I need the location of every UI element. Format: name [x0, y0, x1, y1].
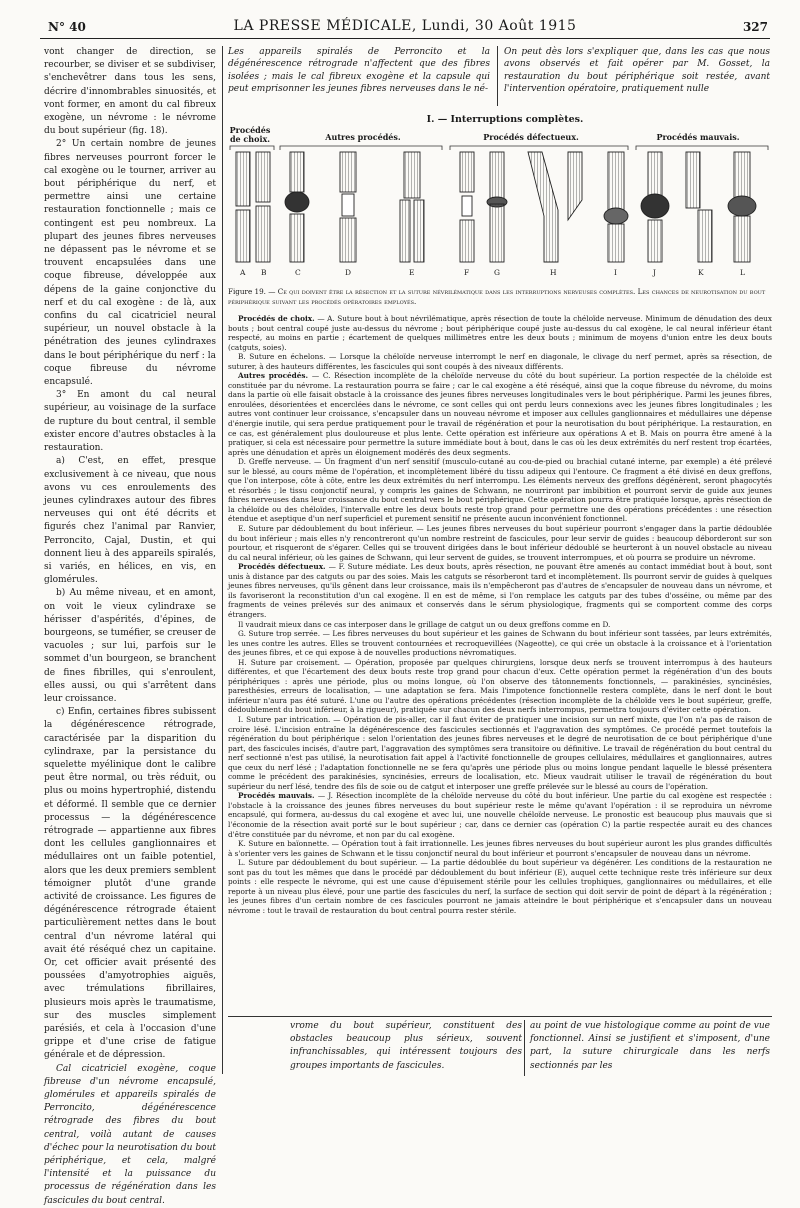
procedure-paragraph: [228, 314, 772, 352]
figure-letter: L: [740, 268, 745, 277]
left-column: [44, 46, 216, 1206]
figure-letter: J: [653, 268, 657, 277]
procedure-paragraph: [228, 457, 772, 524]
procedure-text: K. Suture en baïonnette. — Opération tout à fait irrationnelle. Les jeunes fibres nerveuses du bout supérieur auront les plus grandes difficultés à s'orienter vers les gaines de Schwann et le tissu conjonctif neural du bout inférieur et pourront s'encapsuler de nouveau dans un névrome.: [228, 839, 772, 858]
procedure-lead: Procédés défectueux.: [238, 562, 329, 572]
left-paragraph: a) C'est, en effet, presque exclusivement à ce niveau, que nous avons vu ces enroulements des jeunes cylindraxes autour des fibres nerveuses qui ont été décrits et figurés chez l'animal par Ranvier, Perroncito, Cajal, Dustin, et qui donnent lieu à des appareils spiralés, si variés, en hélices, en vis, en glomérules.: [44, 456, 216, 586]
group-header-choice: Procédés de choix.: [229, 125, 271, 144]
procedure-paragraph: [228, 858, 772, 915]
figure-letter: D: [345, 268, 352, 277]
group-header-bad: Procédés mauvais.: [656, 132, 740, 142]
column-divider: [497, 46, 498, 106]
procedure-text: E. Suture par dédoublement du bout inférieur. — Les jeunes fibres nerveuses du bout supérieur pourront s'engager dans la partie dédoublée du bout inférieur ; mais elles n'y rencontreront qu'un nombre restreint de fascicules, pour leur servir de guides : beaucoup déborderont sur son pourtour, et risqueront de s'égarer. Celles qui se trouvent dirigées dans le bout inférieur dédoublé se heurteront à un nouvel obstacle au niveau du cal neural inférieur, où les gaines de Schwann, qui leur servent de guides, se trouvent interrompues, et où pourra se produire un névrome.: [228, 524, 772, 562]
figure-letter: C: [295, 268, 301, 277]
procedures-text: [228, 314, 772, 1014]
procedure-text: I. Suture par intrication. — Opération de pis-aller, car il faut éviter de pratiquer une incision sur un nerf mixte, que l'on n'a pas de raison de croire lésé. L'incision entraîne la dégénérescence des fascicules sectionnés et l'aggravation des symptômes. Ce procédé permet toutefois la régénération du bout périphérique : selon l'orientation des jeunes fibres nerveuses et le degré de neurotisation de ce bout périphérique d'une part, des fascicules incisés, d'autre part, l'aggravation des symptômes sera transitoire ou définitive. Le travail de régénération du bout central du nerf sectionné n'est pas utilisé, la neurotisation fait appel à l'activité fonctionnelle de groupes cellulaires, médullaires et ganglionnaires, autres que ceux du nerf lésé ; l'adaptation fonctionnelle ne se fera qu'après une période plus ou moins longue pendant laquelle le blessé présentera comme le précédent des parakinésies, syncinésies, erreurs de localisation, etc. Mieux vaudrait utiliser le travail de régénération du bout supérieur du nerf lésé, tendre des fils de soie ou de catgut et interposer une greffe prélevée sur le blessé au cours de l'opération.: [228, 714, 772, 791]
procedure-paragraph: [228, 352, 772, 371]
issue-number: N° 40: [48, 20, 86, 34]
figure-letter: B: [261, 268, 267, 277]
column-divider: [222, 46, 223, 1074]
group-header-other: Autres procédés.: [325, 132, 401, 142]
procedure-lead: Autres procédés.: [238, 371, 312, 381]
journal-title: LA PRESSE MÉDICALE, Lundi, 30 Août 1915: [233, 18, 577, 34]
group-header-defective: Procédés défectueux.: [483, 132, 579, 142]
procedure-text: — J. Résection incomplète de la chéloïde nerveuse du côté du bout inférieur. Une partie du cal exogène est respectée : l'obstacle à la croissance des jeunes fibres nerveuses du bout supérieur reste le même qu'avant l'opération : il se reproduira un névrome encapsulé, qui formera, au-dessus du cal exogène et avec lui, une nouvelle chéloïde nerveuse. Le pronostic est beaucoup plus mauvais que si l'économie de la résection avait porté sur le bout supérieur ; car, dans ce dernier cas (opération C) la partie respectée aurait eu des chances d'être constituée par du névrome, et non par du cal exogène.: [228, 791, 772, 839]
procedure-paragraph: [228, 524, 772, 562]
figure-letter: G: [494, 268, 500, 277]
figure-caption-text: Ce qui doivent être la résection et la suture névrilématique dans les interruptions nerveuses complètes. Les chances de neurotisation du bout périphérique suivant les procédés opératoires employés.: [228, 287, 766, 306]
procedure-lead: Procédés de choix.: [238, 314, 318, 323]
figure-letter: F: [464, 268, 470, 277]
figure-illustration: [228, 140, 772, 274]
left-paragraph: 2° Un certain nombre de jeunes fibres nerveuses pourront forcer le cal exogène ou le tourner, arriver au bout périphérique du nerf, et permettre ainsi une certaine restauration fonctionnelle ; mais ce contingent est peu nombreux. La plupart des jeunes fibres nerveuses ne dépassent pas le névrome et se trouvent encapsulées dans une coque fibreuse, développée aux dépens de la gaine conjonctive du nerf et du cal exogène : de là, aux confins du cal cicatriciel neural supérieur, un nouvel obstacle à la pénétration des jeunes cylindraxes dans le bout périphérique du nerf : la coque fibreuse du névrome encapsulé.: [44, 139, 216, 388]
left-paragraph: vont changer de direction, se recourber, se diviser et se subdiviser, s'enchevêtrer dans tous les sens, décrire d'innombrables sinuosités, et vont former, en amont du cal fibreux exogène, un névrome : le névrome du bout supérieur (fig. 18).: [44, 47, 216, 137]
bottom-rule: [228, 1016, 772, 1017]
procedure-lead: Procédés mauvais.: [238, 791, 318, 801]
procedure-paragraph: [228, 562, 772, 619]
figure-letter: H: [550, 268, 557, 277]
procedure-paragraph: [228, 371, 772, 457]
left-paragraph: b) Au même niveau, et en amont, on voit le vieux cylindraxe se hérisser d'aspérités, d'épines, de bourgeons, se tuméfier, se creuser de vacuoles ; sur lui, parfois sur le sommet d'un bourgeon, se branchent de fines fibrilles, qui s'enroulent, elles aussi, ou qui s'arrêtent dans leur croissance.: [44, 588, 216, 704]
figure-letter: K: [698, 268, 704, 277]
bottom-middle-paragraph: vrome du bout supérieur, constituent des obstacles beaucoup plus sérieux, souvent infranchissables, qui intéressent toujours des groupes importants de fascicules.: [290, 1021, 522, 1071]
left-paragraph: c) Enfin, certaines fibres subissent la dégénérescence rétrograde, caractérisée par la disparition du cylindraxe, par la persistance du squelette myélinique dont le calibre peut être normal, ou très réduit, ou plus ou moins hypertrophié, distendu et déformé. Il semble que ce dernier processus — la dégénérescence rétrograde — appartienne aux fibres dont les cellules ganglionnaires et médullaires ont un faible potentiel, alors que les deux premiers semblent témoigner plutôt d'une grande activité de croissance. Les figures de dégénérescence rétrograde étaient particulièrement nettes dans le bout central d'un névrome latéral qui avait été réséqué chez un capitaine. Or, cet officier avait présenté des poussées d'amyotrophies aiguës, avec trémulations fibrillaires, plusieurs mois après le traumatisme, sur des muscles simplement parésiés, et cela à l'occasion d'une grippe et d'une crise de fatigue générale et de dépression.: [44, 707, 216, 1061]
bottom-right-paragraph: au point de vue histologique comme au point de vue fonctionnel. Ainsi se justifient et s'imposent, d'une part, la suture chirurgicale dans les nerfs sectionnés par les: [530, 1021, 770, 1071]
figure-caption-lead: Figure 19. —: [228, 287, 276, 296]
procedure-paragraph: [228, 629, 772, 658]
procedure-paragraph: [228, 839, 772, 858]
figure-letters: [228, 268, 772, 280]
procedure-paragraph: [228, 620, 772, 630]
column-divider: [524, 1020, 525, 1076]
left-paragraph: Cal cicatriciel exogène, coque fibreuse d'un névrome encapsulé, glomérules et appareils spiralés de Perroncito, dégénérescence rétrograde des fibres du bout central, voilà autant de causes d'échec pour la neurotisation du bout périphérique, et cela, malgré l'intensité et la puissance du processus de régénération dans les fascicules du bout central.: [44, 1063, 216, 1206]
left-paragraph: 3° En amont du cal neural supérieur, au voisinage de la surface de rupture du bout central, il semble exister encore d'autres obstacles à la restauration.: [44, 390, 216, 454]
procedure-text: — F. Suture médiate. Les deux bouts, après résection, ne pouvant être amenés au contact immédiat bout à bout, sont unis à distance par des catguts ou par des soies. Mais les catguts se résorberont tard et incomplètement. Ils pourront servir de guides à quelques jeunes fibres nerveuses, qu'ils gênent dans leur croissance, mais ils n'empêcheront pas d'autres de s'encapsuler de nouveau dans un névrome, et ils favoriseront la reconstitution d'un cal exogène. Il en est de même, si l'on remplace les catguts par des tubes d'osséine, ou même par des fragments de veines prélevés sur des animaux et conservés dans le sérum physiologique, fragments qui se comportent comme des corps étrangers.: [228, 562, 772, 619]
procedure-text: H. Suture par croisement. — Opération, proposée par quelques chirurgiens, lorsque deux nerfs se trouvent interrompus à des hauteurs différentes, et que l'écartement des deux bouts reste trop grand pour chacun d'eux. Cette opération permet la régénération d'un des bouts périphériques : après une période, plus ou moins longue, où l'on observe des tâtonnements fonctionnels, — parakinésies, syncinésies, paresthésies, erreurs de localisation, — une adaptation se fera. Mais l'impotence fonctionnelle restera complète, dans le nerf dont le bout inférieur n'aura pas été suturé. L'une ou l'autre des opérations précédentes (résection incomplète de la chéloïde vers le bout supérieur, greffe, dédoublement du bout inférieur, à la rigueur), pratiquée sur chacun des deux nerfs interrompus, permettra toujours d'éviter cette opération.: [228, 657, 772, 715]
top-right-paragraph: On peut dès lors s'expliquer que, dans les cas que nous avons observés et fait opérer par M. Gosset, la restauration du bout périphérique soit restée, avant l'intervention opératoire, pratiquement nulle: [504, 47, 770, 95]
procedure-text: — C. Résection incomplète de la chéloïde nerveuse du côté du bout supérieur. La portion respectée de la chéloïde est constituée par du névrome. La restauration pourra se faire ; car le cal exogène a été réséqué, ainsi que la coque fibreuse du névrome, du moins dans la partie où elle faisait obstacle à la croissance des jeunes fibres nerveuses longitudinales vers le bout périphérique. Parmi les jeunes fibres, enroulées, désorientées et encerclées dans le névrome, ce sont celles qui ont perdu leurs connexions avec les jeunes fibres longitudinales ; les autres vont continuer leur croissance, s'encapsuler dans un nouveau névrome et imposer aux cellules ganglionnaires et médullaires une dépense d'énergie inutile, qui sera perdue pratiquement pour le travail de régénération et pour la neurotisation du bout périphérique. La restauration, en ce cas, est généralement plus douloureuse et plus lente. Cette opération est inférieure aux opérations A et B. Mais on pourra être amené à la pratiquer, si cela est nécessaire pour permettre la suture immédiate bout à bout, dans le cas où les deux extrémités du nerf restent trop écartées, après une dénudation et après un éloignement modérés des deux segments.: [228, 371, 772, 457]
figure-letter: I: [614, 268, 617, 277]
procedure-paragraph: [228, 715, 772, 791]
procedure-text: D. Greffe nerveuse. — Un fragment d'un nerf sensitif (musculo-cutané au cou-de-pied ou brachial cutané interne, par exemple) a été prélevé sur le blessé, au cours même de l'opération, et incomplètement libéré du tissu adipeux qui l'entoure. Ce fragment a été divisé en deux greffons, que l'on interpose, côte à côte, entre les deux extrémités du nerf interrompu. Les éléments nerveux des greffons dégénèrent, seront phagocytés et résorbés ; le tissu conjonctif neural, y compris les gaines de Schwann, ne nourriront par imbibition et pourront servir de guide aux jeunes fibres nerveuses dans leur croissance du bout central vers le bout périphérique. Cette opération pourra être pratiquée lorsque, après résection de la chéloïde ou des chéloïdes, l'intervalle entre les deux bouts reste trop grand pour permettre une des opérations précédentes : une résection étendue et aseptique d'un nerf superficiel et purement sensitif ne présente aucun inconvénient fonctionnel.: [228, 457, 772, 524]
figure-letter: A: [240, 268, 246, 277]
page-header: [40, 16, 770, 39]
procedure-paragraph: [228, 791, 772, 839]
figure-letter: E: [409, 268, 415, 277]
procedure-text: — A. Suture bout à bout névrilématique, après résection de toute la chéloïde nerveuse. Minimum de dénudation des deux bouts ; bout central coupé juste au-dessus du névrome ; bout périphérique coupé juste au-dessus du cal exogène, le cal neural inférieur étant respecté, au moins en partie ; écartement de quelques millimètres entre les deux bouts ; minimum de moyens d'union entre les deux bouts (catguts, soies).: [228, 314, 773, 352]
page-number: 327: [742, 20, 768, 34]
top-middle-paragraph: Les appareils spiralés de Perroncito et la dégénérescence rétrograde n'affectent que des fibres isolées ; mais le cal fibreux exogène et la capsule qui peut emprisonner les jeunes fibres nerveuses dans le né-: [228, 47, 490, 95]
figure-caption: [228, 287, 772, 306]
procedure-text: L. Suture par dédoublement du bout supérieur. — La partie dédoublée du bout supérieur va dégénérer. Les conditions de la restauration ne sont pas du tout les mêmes que dans le procédé par dédoublement du bout inférieur (E), auquel cette technique reste très inférieure sur deux points : elle respecte le névrome, qui est une cause d'épuisement stérile pour les cellules trophiques, ganglionnaires ou médullaires, et elle reporte à un niveau plus élevé, pour une partie des fascicules du nerf, la surface de section qui doit servir de point de départ à la régénération ; les jeunes fibres d'un certain nombre de ces fascicules pourront ne jamais atteindre le bout périphérique et s'encapsuler dans un nouveau névrome : tout le travail de restauration du bout central pourra rester stérile.: [228, 858, 772, 915]
procedure-text: G. Suture trop serrée. — Les fibres nerveuses du bout supérieur et les gaines de Schwann du bout inférieur sont tassées, par leurs extrémités, les unes contre les autres. Elles se trouvent contournées et recroquevillées (Nageotte), ce qui crée un obstacle à la croissance et à l'orientation des jeunes fibres, et ce qui expose à de nouvelles productions névromatiques.: [228, 629, 772, 658]
procedure-text: Il vaudrait mieux dans ce cas interposer dans le grillage de catgut un ou deux greffons comme en D.: [238, 619, 611, 629]
procedure-paragraph: [228, 658, 772, 715]
figure-title: I. — Interruptions complètes.: [426, 114, 584, 125]
procedure-text: B. Suture en échelons. — Lorsque la chéloïde nerveuse interrompt le nerf en diagonale, le clivage du nerf permet, après sa résection, de suturer, à des hauteurs différentes, les fascicules qui sont coupés à des niveaux différents.: [228, 352, 772, 371]
